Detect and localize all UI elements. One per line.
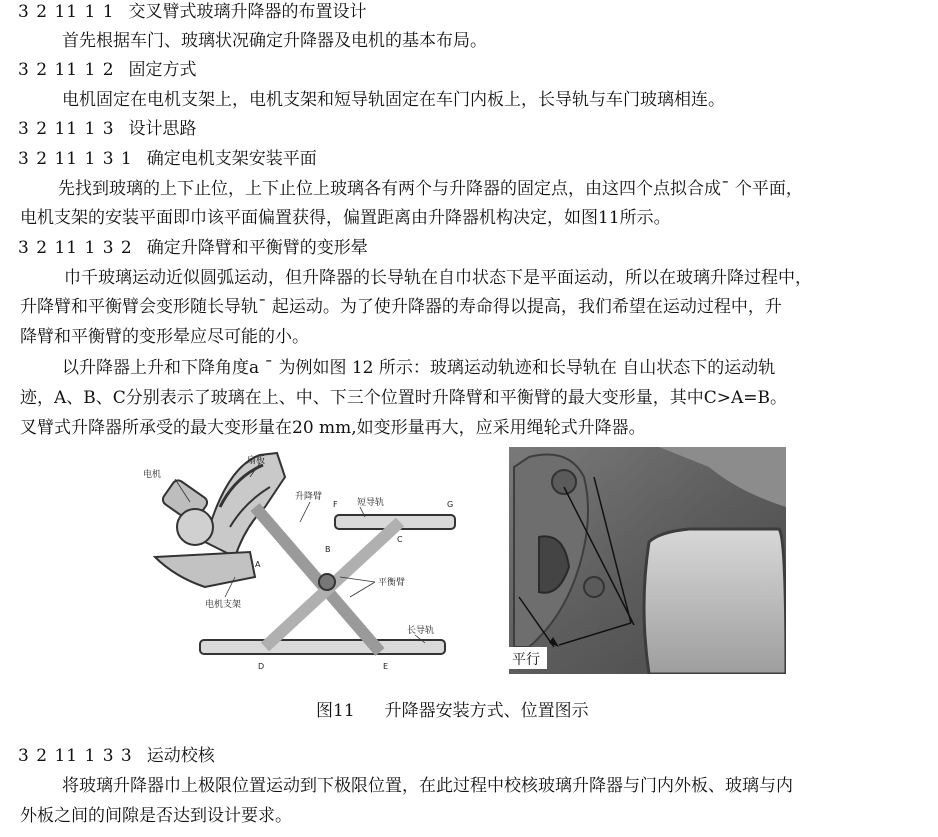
heading-title: 运动校核 (146, 746, 215, 766)
paragraph-layout: 首先根据车门、玻璃状况确定升降器及电机的基本布局。 (62, 31, 487, 51)
paragraph-line: 先找到玻璃的上下止位，上下止位上玻璃各有两个与升降器的固定点，由这四个点拟合成¯ 个平面， (58, 179, 803, 199)
point-label: G (447, 500, 454, 509)
heading-3-2-11-1-3-3 (18, 745, 215, 767)
label-lift-arm: 升降臂 (295, 492, 323, 502)
door-panel-render (509, 447, 786, 674)
heading-number: 3 2 11 1 3 2 (18, 238, 133, 258)
paragraph-line: 巾千玻璃运动近似圆弧运动，但升降器的长导轨在自巾状态下是平面运动，所以在玻璃升降过程中， (64, 268, 812, 288)
paragraph-line: 升降臂和平衡臂会变形随长导轨¯ 起运动。为了使升降器的寿命得以提高，我们希望在运动过程中，升 (20, 297, 782, 317)
point-label: E (383, 662, 389, 671)
label-short-rail: 短导轨 (357, 498, 385, 508)
point-label: D (258, 662, 265, 671)
heading-number: 3 2 11 1 2 (18, 60, 115, 80)
heading-title: 固定方式 (128, 60, 197, 80)
figure-caption (316, 700, 589, 722)
label-motor-bracket: 电机支架 (205, 600, 242, 610)
label-parallel: 平行 (512, 652, 540, 668)
heading-number: 3 2 11 1 3 3 (18, 746, 133, 766)
heading-number: 3 2 11 1 3 1 (18, 149, 133, 169)
point-label: B (325, 545, 331, 554)
paragraph-line: 降臂和平衡臂的变形晕应尽可能的小。 (20, 327, 309, 347)
heading-number: 3 2 11 1 1 (18, 2, 115, 22)
heading-3-2-11-1-2 (18, 59, 197, 81)
label-motor: 电机 (143, 470, 162, 480)
regulator-diagram (135, 447, 470, 675)
paragraph-line: 叉臂式升降器所承受的最大变形量在20 mm,如变形量再大，应采用绳轮式升降器。 (20, 418, 646, 438)
point-label: C (397, 535, 403, 544)
caption-number: 图11 (316, 701, 355, 721)
paragraph-line: 迹，A、B、C分别表示了玻璃在上、中、下三个位置时升降臂和平衡臂的最大变形量，其中C>A=B。 (20, 388, 788, 408)
heading-title: 交叉臂式玻璃升降器的布置设计 (128, 2, 367, 22)
paragraph-line: 以升降器上升和下降角度a ¯ 为例如图 12 所示：玻璃运动轨迹和长导轨在 自山状态下的运动轨 (62, 358, 776, 378)
label-balance-arm: 平衡臂 (378, 578, 406, 588)
heading-3-2-11-1-3 (18, 118, 197, 140)
paragraph-line: 电机支架的安装平面即巾该平面偏置获得，偏置距离由升降器机构决定，如图11所示。 (20, 208, 671, 228)
heading-3-2-11-1-3-1 (18, 148, 317, 170)
heading-title: 确定升降臂和平衡臂的变形晕 (146, 238, 368, 258)
label-fan-plate: 扇板 (247, 456, 266, 466)
paragraph-line: 外板之间的间隙是否达到设计要求。 (20, 806, 292, 826)
heading-number: 3 2 11 1 3 (18, 119, 115, 139)
heading-title: 确定电机支架安装平面 (146, 149, 317, 169)
heading-3-2-11-1-3-2 (18, 237, 368, 259)
point-label: A (255, 560, 261, 569)
paragraph-line: 将玻璃升降器巾上极限位置运动到下极限位置，在此过程中校核玻璃升降器与门内外板、玻璃与内 (62, 776, 793, 796)
caption-text: 升降器安装方式、位置图示 (384, 701, 589, 721)
point-label: F (333, 500, 338, 509)
label-long-rail: 长导轨 (407, 626, 435, 636)
heading-3-2-11-1-1 (18, 1, 367, 23)
heading-title: 设计思路 (128, 119, 197, 139)
paragraph-fixing: 电机固定在电机支架上，电机支架和短导轨固定在车门内板上，长导轨与车门玻璃相连。 (62, 90, 725, 110)
